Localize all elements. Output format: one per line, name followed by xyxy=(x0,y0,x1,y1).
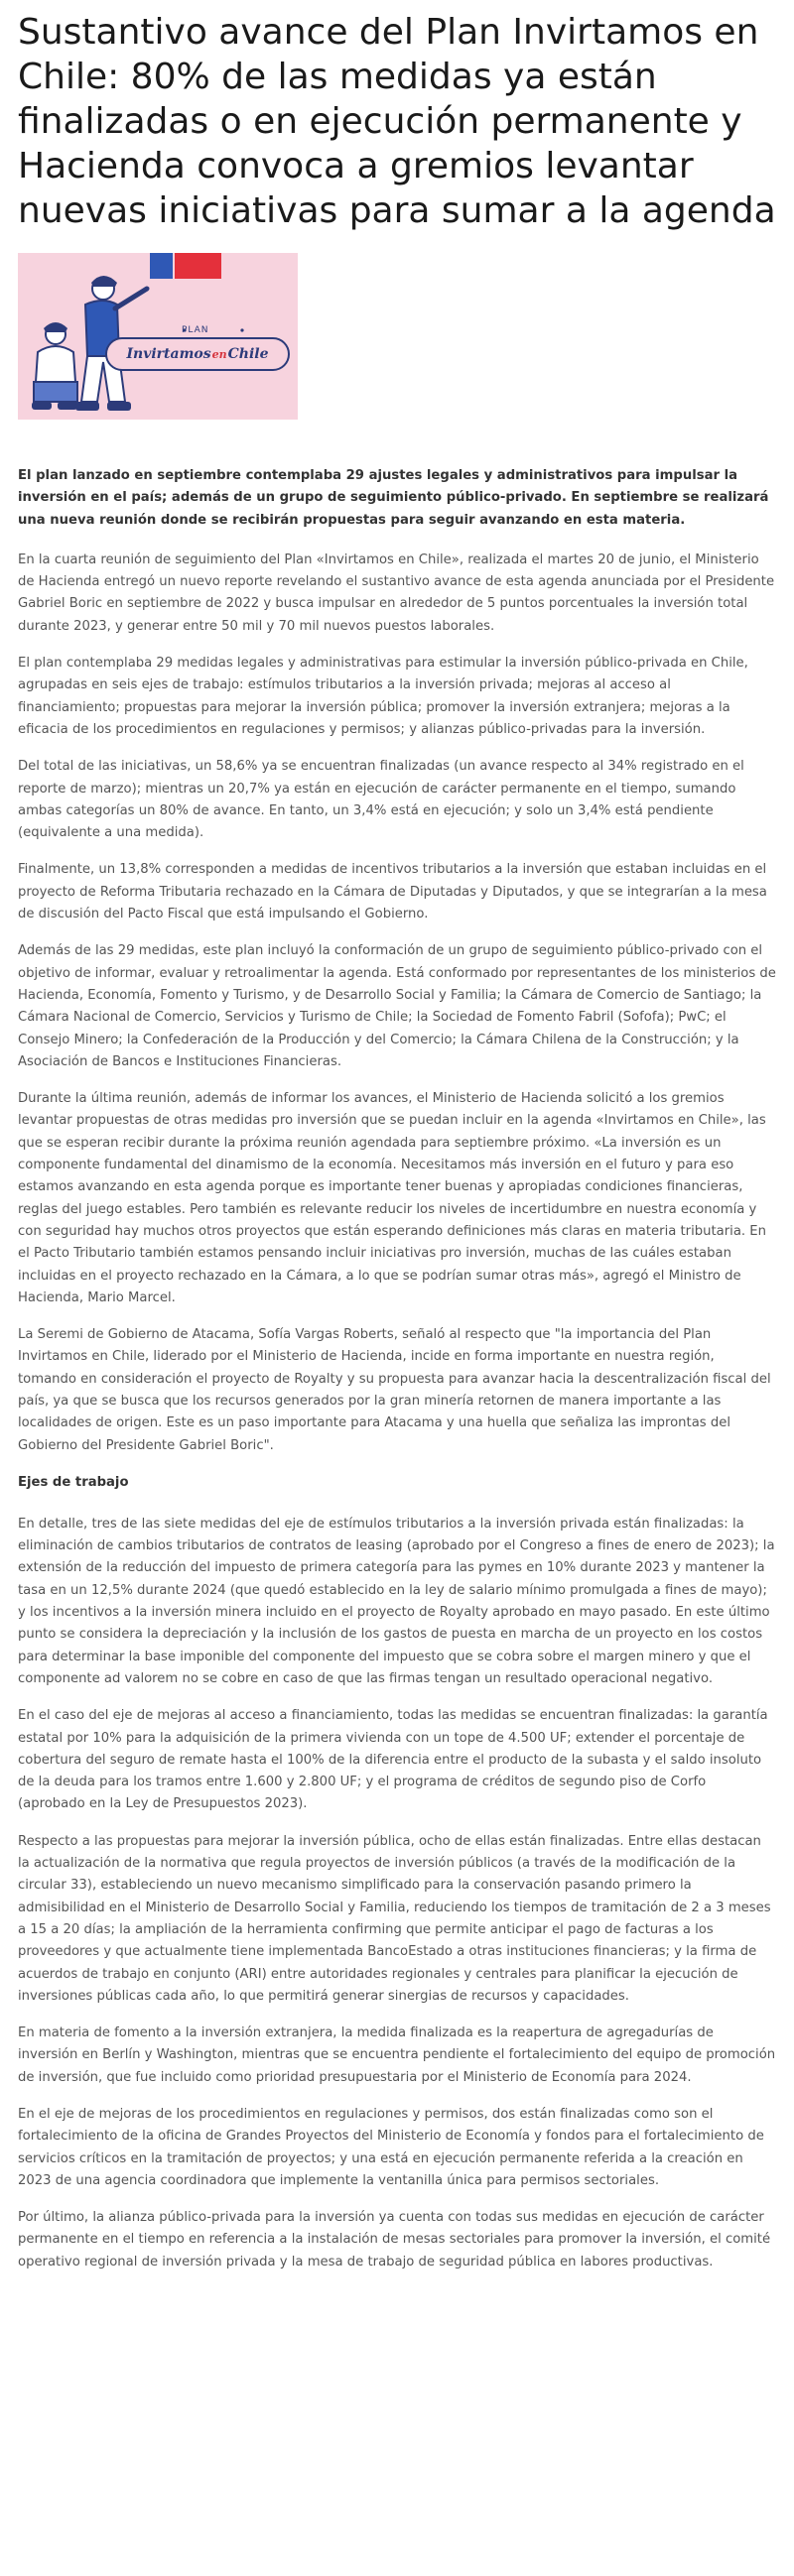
paragraph: Del total de las iniciativas, un 58,6% ya se encuentran finalizadas (un avance respecto al 34% registrado en el reporte de marzo); mientras un 20,7% ya están en ejecución de carácter permanente en el tiempo, sumando ambas categorías un 80% de avance. En tanto, un 3,4% está en ejecución; y solo un 3,4% está pendiente (equivalente a una medida). xyxy=(18,759,744,841)
paragraph: En detalle, tres de las siete medidas del eje de estímulos tributarios a la inversión privada están finalizadas: la eliminación de cambios tributarios de contratos de leasing (aprobado por el Congreso a fines de enero de 2023); la extensión de la reducción del impuesto de primera categoría para las pymes en 10% durante 2023 y mantener la tasa en un 12,5% durante 2024 (que quedó establecido en la ley de salario mínimo promulgada a fines de mayo); y los incentivos a la inversión minera incluido en el proyecto de Royalty aprobado en mayo pasado. En este último punto se considera la depreciación y la inclusión de los gastos de puesta en marcha de un proyecto en los costos para determinar la base imponible del componente del impuesto que se cobra sobre el margen minero y que el componente ad valorem no se cobre en caso de que las firmas tengan un resultado operacional negativo. xyxy=(18,1516,775,1686)
paragraph: Respecto a las propuestas para mejorar la inversión pública, ocho de ellas están finalizadas. Entre ellas destacan la actualización de la normativa que regula proyectos de inversión públicos (a través de la modificación de la circular 33), estableciendo un nuevo mecanismo simplificado para la conservación pasando primero la admisibilidad en el Ministerio de Desarrollo Social y Familia, reduciendo los tiempos de tramitación de 2 a 3 meses a 15 a 20 días; la ampliación de la herramienta confirming que permite anticipar el pago de facturas a los proveedores y que actualmente tiene implementada BancoEstado a otras instituciones financieras; y la firma de acuerdos de trabajo en conjunto (ARI) entre autoridades regionales y centrales para planificar la ejecución de inversiones públicas cada año, lo que permitirá generar sinergias de recursos y capacidades. xyxy=(18,1833,771,2004)
paragraph: En la cuarta reunión de seguimiento del Plan «Invirtamos en Chile», realizada el martes 20 de junio, el Ministerio de Hacienda entregó un nuevo reporte revelando el sustantivo avance de esta agenda anunciada por el Presidente Gabriel Boric en septiembre de 2022 y busca impulsar en alrededor de 5 puntos porcentuales la inversión total durante 2023, y generar entre 50 mil y 70 mil nuevos puestos laborales. xyxy=(18,552,775,634)
plan-logo-badge xyxy=(105,337,290,371)
brand-word-3: Chile xyxy=(227,346,269,362)
article-lead: El plan lanzado en septiembre contemplaba 29 ajustes legales y administrativos para impulsar la inversión en el país; además de un grupo de seguimiento público-privado. En septiembre se realizará una nueva reunión donde se recibirán propuestas para seguir avanzando en esta materia. xyxy=(18,468,769,528)
paragraph: Durante la última reunión, además de informar los avances, el Ministerio de Hacienda solicitó a los gremios levantar propuestas de otras medidas pro inversión que se puedan incluir en la agenda «Invirtamos en Chile», las que se esperan recibir durante la próxima reunión agendada para septiembre próximo. «La inversión es un componente fundamental del dinamismo de la economía. Necesitamos más inversión en el futuro y para eso estamos avanzando en esta agenda porque es importante tener buenas y apropiadas condiciones financieras, reglas del juego estables. Pero también es relevante reducir los niveles de incertidumbre en nuestra economía y con seguridad hay muchos otros proyectos que están esperando definiciones más claras en materia tributaria. En el Pacto Tributario también estamos pensando incluir iniciativas pro inversión, muchas de las cuáles estaban incluidas en el proyecto rechazado en la Cámara, a lo que se podrían sumar otras más», agregó el Ministro de Hacienda, Mario Marcel. xyxy=(18,1091,766,1305)
page-title: Sustantivo avance del Plan Invirtamos en Chile: 80% de las medidas ya están finalizadas o en ejecución permanente y Hacienda convoca a gremios levantar nuevas iniciativas para sumar a la agenda xyxy=(18,12,776,231)
section-heading: Ejes de trabajo xyxy=(18,1474,129,1490)
paragraph: El plan contemplaba 29 medidas legales y administrativas para estimular la inversión público-privada en Chile, agrupadas en seis ejes de trabajo: estímulos tributarios a la inversión privada; mejoras al acceso al financiamiento; propuestas para mejorar la inversión pública; promover la inversión extranjera; mejoras a la eficacia de los procedimientos en regulaciones y permisos; y alianzas público-privadas para la inversión. xyxy=(18,656,748,737)
person-kneeling-figure xyxy=(32,322,77,410)
hero-image xyxy=(18,253,298,420)
brand-word-2: en xyxy=(211,347,227,361)
hero-illustration xyxy=(18,253,298,420)
paragraph: Finalmente, un 13,8% corresponden a medidas de incentivos tributarios a la inversión que estaban incluidas en el proyecto de Reforma Tributaria rechazado en la Cámara de Diputadas y Diputados, y que se integrarían a la mesa de discusión del Pacto Fiscal que está impulsando el Gobierno. xyxy=(18,862,767,922)
paragraph: En el caso del eje de mejoras al acceso a financiamiento, todas las medidas se encuentran finalizadas: la garantía estatal por 10% para la adquisición de la primera vivienda con un tope de 4.500 UF; extender el porcentaje de cobertura del seguro de remate hasta el 100% de la diferencia entre el producto de la subasta y el saldo insoluto de la deuda para los tramos entre 1.600 y 2.800 UF; y el programa de créditos de segundo piso de Corfo (aprobado en la Ley de Presupuestos 2023). xyxy=(18,1708,768,1812)
paragraph: En el eje de mejoras de los procedimientos en regulaciones y permisos, dos están finalizadas como son el fortalecimiento de la oficina de Grandes Proyectos del Ministerio de Economía y fondos para el fortalecimiento de servicios críticos en la tramitación de proyectos; y una está en ejecución permanente referida a la creación en 2023 de una agencia coordinadora que implemente la ventanilla única para permisos sectoriales. xyxy=(18,2107,764,2188)
flag-blue-block xyxy=(150,253,173,279)
plan-label: PLAN xyxy=(182,325,209,335)
paragraph: En materia de fomento a la inversión extranjera, la medida finalizada es la reapertura de agregadurías de inversión en Berlín y Washington, mientras que se encuentra pendiente el fortalecimiento del equipo de promoción de inversión, que fue incluido como prioridad presupuestaria por el Ministerio de Economía para 2024. xyxy=(18,2025,776,2085)
flag-red-block xyxy=(175,253,221,279)
paragraph: Además de las 29 medidas, este plan incluyó la conformación de un grupo de seguimiento público-privado con el objetivo de informar, evaluar y retroalimentar la agenda. Está conformado por representantes de los ministerios de Hacienda, Economía, Fomento y Turismo, y de Desarrollo Social y Familia; la Cámara de Comercio de Santiago; la Cámara Nacional de Comercio, Servicios y Turismo de Chile; la Sociedad de Fomento Fabril (Sofofa); PwC; el Consejo Minero; la Confederación de la Producción y del Comercio; la Cámara Chilena de la Construcción; y la Asociación de Bancos e Instituciones Financieras. xyxy=(18,943,776,1069)
paragraph: La Seremi de Gobierno de Atacama, Sofía Vargas Roberts, señaló al respecto que "la importancia del Plan Invirtamos en Chile, liderado por el Ministerio de Hacienda, incide en forma importante en nuestra región, tomando en consideración el proyecto de Royalty y su propuesta para avanzar hacia la descentralización fiscal del país, ya que se busca que los recursos generados por la gran minería retornen de manera importante a las localidades de origen. Este es un paso importante para Atacama y una huella que señaliza las improntas del Gobierno del Presidente Gabriel Boric". xyxy=(18,1327,771,1453)
paragraph: Por último, la alianza público-privada para la inversión ya cuenta con todas sus medidas en ejecución de carácter permanente en el tiempo en referencia a la instalación de mesas sectoriales para promover la inversión, el comité operativo regional de inversión privada y la mesa de trabajo de seguridad pública en labores productivas. xyxy=(18,2210,771,2269)
brand-word-1: Invirtamos xyxy=(126,346,211,362)
